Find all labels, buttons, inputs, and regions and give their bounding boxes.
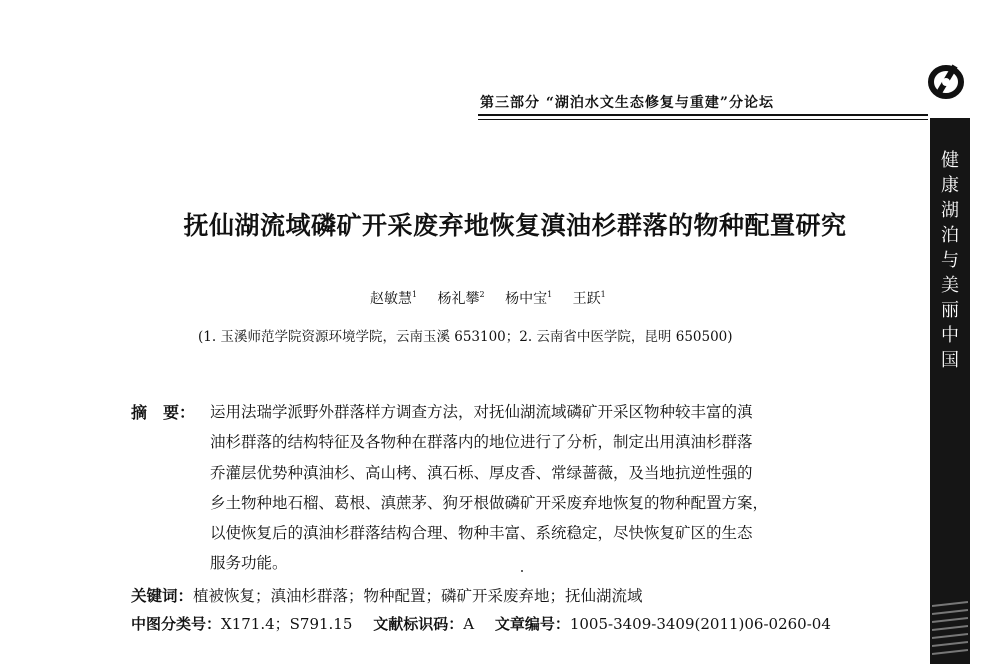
author-name: 杨中宝 [505, 291, 548, 307]
sidebar-vertical-title [930, 148, 970, 373]
author-affil-sup: 1 [547, 290, 553, 299]
author-affil-sup: 2 [479, 290, 485, 299]
section-header: 第三部分 “湖泊水文生态修复与重建”分论坛 [480, 95, 774, 111]
article-no-label: 文章编号： [494, 615, 570, 633]
sidebar-char: 湖 [941, 200, 959, 221]
scan-speck [521, 570, 523, 572]
sidebar-char: 健 [941, 150, 959, 171]
abstract-line: 运用法瑞学派野外群落样方调查方法，对抚仙湖流域磷矿开采区物种较丰富的滇 [210, 403, 753, 421]
sidebar-char: 中 [941, 325, 959, 346]
article-title: 抚仙湖流域磷矿开采废弃地恢复滇油杉群落的物种配置研究 [183, 211, 847, 240]
keywords-label: 关键词： [131, 587, 194, 605]
abstract-line: 服务功能。 [210, 554, 288, 572]
abstract-line: 乡土物种地石榴、葛根、滇蔗茅、狗牙根做磷矿开采废弃地恢复的物种配置方案， [210, 494, 769, 512]
author-name: 赵敏慧 [370, 291, 412, 307]
affiliation: (1. 玉溪师范学院资源环境学院，云南玉溪 653100；2. 云南省中医学院，昆明 650500) [198, 329, 733, 345]
scan-texture [932, 600, 968, 660]
abstract-line: 以使恢复后的滇油杉群落结构合理、物种丰富、系统稳定，尽快恢复矿区的生态 [210, 524, 753, 542]
keywords-text: 植被恢复；滇油杉群落；物种配置；磷矿开采废弃地；抚仙湖流域 [193, 587, 643, 605]
header-rule [478, 114, 928, 116]
sidebar-band [930, 118, 970, 664]
abstract-label: 摘 要： [131, 403, 196, 422]
abstract-line: 油杉群落的结构特征及各物种在群落内的地位进行了分析，制定出用滇油杉群落 [210, 433, 753, 451]
clc-value: X171.4；S791.15 [221, 615, 353, 633]
abstract-line: 乔灌层优势种滇油杉、高山栲、滇石栎、厚皮香、常绿蔷薇，及当地抗逆性强的 [210, 464, 753, 482]
doc-code-value: A [463, 615, 475, 633]
sidebar-char: 与 [941, 250, 959, 271]
keywords [131, 584, 643, 606]
doc-code-label: 文献标识码： [373, 615, 464, 633]
sidebar-char: 美 [941, 275, 959, 296]
classification-line [131, 613, 831, 634]
article-no-value: 1005-3409-3409(2011)06-0260-04 [569, 615, 831, 633]
author-list [370, 288, 622, 308]
header-rule-thin [478, 119, 928, 120]
sidebar-char: 国 [941, 350, 959, 371]
sidebar-char: 康 [941, 175, 959, 196]
author-affil-sup: 1 [600, 290, 606, 299]
clc-label: 中图分类号： [131, 615, 222, 633]
author-affil-sup: 1 [412, 290, 418, 299]
journal-logo-icon [923, 58, 969, 104]
author-name: 王跃 [572, 291, 601, 307]
sidebar-char: 丽 [941, 300, 959, 321]
sidebar-char: 泊 [941, 225, 959, 246]
author-name: 杨礼攀 [437, 291, 480, 307]
